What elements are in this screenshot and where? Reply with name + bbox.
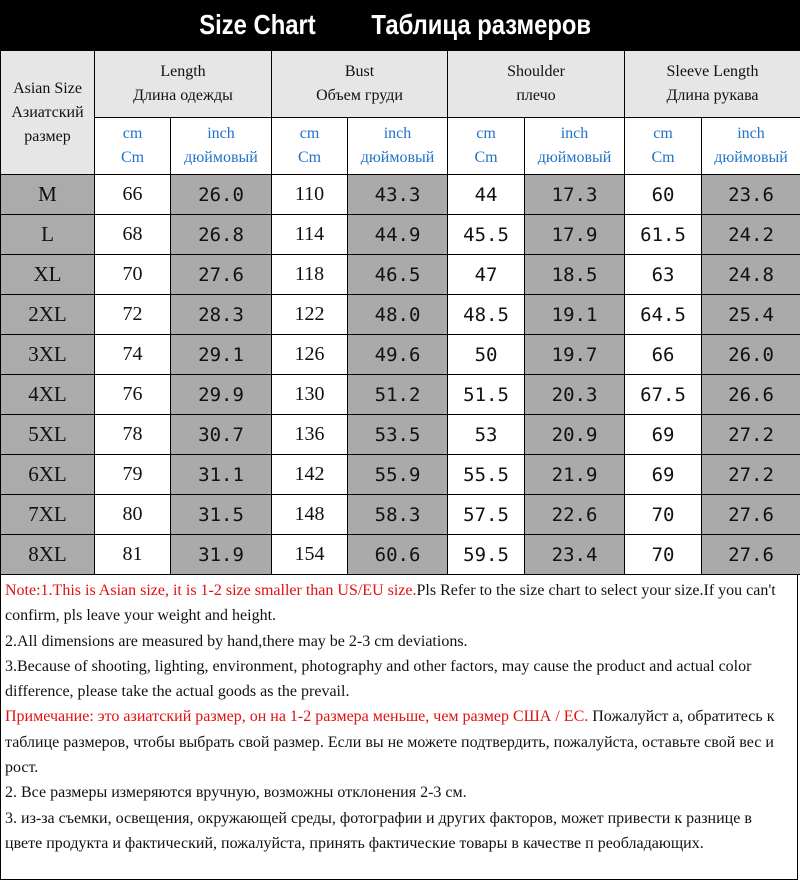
unit-cm-line-2: Cm (651, 149, 675, 166)
unit-inch-header (525, 118, 625, 175)
group-label-en: Length (160, 63, 206, 80)
group-header-sleeve-length (625, 51, 800, 118)
corner-header (1, 51, 95, 175)
measure-cell-len-cm: 78 (95, 415, 171, 455)
measure-cell-sl-in: 27.2 (702, 455, 800, 495)
measure-cell-len-in: 31.9 (171, 535, 272, 575)
measure-cell-sl-cm: 64.5 (625, 295, 702, 335)
unit-cm-line-1: cm (476, 125, 496, 142)
unit-inch-line-1: inch (737, 125, 765, 142)
measure-cell-sh-in: 18.5 (525, 255, 625, 295)
measure-cell-len-cm: 72 (95, 295, 171, 335)
unit-inch-line-1: inch (560, 125, 589, 142)
measure-cell-len-cm: 80 (95, 495, 171, 535)
measure-cell-len-in: 26.8 (171, 215, 272, 255)
note-en-1 (5, 578, 793, 629)
unit-cm-line-1: cm (299, 125, 320, 142)
measure-cell-sl-in: 24.8 (702, 255, 800, 295)
measure-cell-sl-cm: 70 (625, 495, 702, 535)
title-bar (0, 0, 800, 50)
measure-cell-sl-cm: 63 (625, 255, 702, 295)
measure-cell-sh-cm: 50 (448, 335, 525, 375)
note-ru-1 (5, 704, 793, 780)
measure-cell-len-in: 31.1 (171, 455, 272, 495)
measure-cell-bust-cm: 114 (272, 215, 348, 255)
unit-inch-line-2: дюймовый (184, 149, 258, 166)
measure-cell-len-in: 27.6 (171, 255, 272, 295)
size-label-cell: 8XL (1, 535, 95, 575)
measure-cell-sl-in: 25.4 (702, 295, 800, 335)
group-header-length (95, 51, 272, 118)
group-label-en: Sleeve Length (666, 63, 759, 80)
title-english: Size Chart (199, 9, 316, 40)
measure-cell-bust-cm: 136 (272, 415, 348, 455)
measure-cell-len-cm: 76 (95, 375, 171, 415)
measure-cell-sh-cm: 57.5 (448, 495, 525, 535)
table-row (1, 335, 800, 375)
unit-cm-header (272, 118, 348, 175)
measure-cell-sl-in: 27.2 (702, 415, 800, 455)
size-label-cell: XL (1, 255, 95, 295)
measure-cell-len-cm: 79 (95, 455, 171, 495)
table-row (1, 215, 800, 255)
measure-cell-len-in: 29.1 (171, 335, 272, 375)
measure-cell-len-cm: 68 (95, 215, 171, 255)
measure-cell-bust-cm: 110 (272, 175, 348, 215)
measure-cell-bust-cm: 126 (272, 335, 348, 375)
unit-cm-line-2: Cm (120, 149, 145, 166)
title-russian: Таблица размеров (371, 9, 592, 40)
measure-cell-sh-in: 19.1 (525, 295, 625, 335)
table-row (1, 495, 800, 535)
size-label-cell: L (1, 215, 95, 255)
measure-cell-len-cm: 81 (95, 535, 171, 575)
measure-cell-sl-cm: 69 (625, 455, 702, 495)
unit-cm-line-2: Cm (297, 149, 322, 166)
unit-cm-header (95, 118, 171, 175)
table-row (1, 295, 800, 335)
size-label-cell: 2XL (1, 295, 95, 335)
measure-cell-sl-in: 26.6 (702, 375, 800, 415)
unit-cm-line-1: cm (122, 125, 143, 142)
measure-cell-bust-in: 60.6 (348, 535, 448, 575)
measure-cell-bust-in: 48.0 (348, 295, 448, 335)
measure-cell-bust-in: 51.2 (348, 375, 448, 415)
measure-cell-len-in: 30.7 (171, 415, 272, 455)
table-row (1, 375, 800, 415)
measure-cell-sh-cm: 55.5 (448, 455, 525, 495)
corner-line-1: Asian Size (13, 79, 82, 97)
unit-inch-header (348, 118, 448, 175)
size-label-cell: 3XL (1, 335, 95, 375)
size-label-cell: M (1, 175, 95, 215)
measure-cell-bust-cm: 118 (272, 255, 348, 295)
measure-cell-bust-in: 43.3 (348, 175, 448, 215)
size-label-cell: 7XL (1, 495, 95, 535)
size-label-cell: 5XL (1, 415, 95, 455)
measure-cell-sh-in: 21.9 (525, 455, 625, 495)
measure-cell-sh-in: 17.9 (525, 215, 625, 255)
group-header-shoulder (448, 51, 625, 118)
note-en-1-rest: Pls Refer to the size chart to select your size.If you can't confirm, pls leave your weight and height. (5, 582, 776, 625)
unit-inch-line-2: дюймовый (360, 149, 435, 166)
unit-inch-header (702, 118, 800, 175)
measure-cell-bust-in: 55.9 (348, 455, 448, 495)
note-en-1-warning: Note:1.This is Asian size, it is 1-2 size smaller than US/EU size. (5, 582, 417, 599)
group-label-ru: Длина одежды (133, 87, 233, 104)
measure-cell-sh-cm: 47 (448, 255, 525, 295)
measure-cell-sl-in: 27.6 (702, 535, 800, 575)
table-row (1, 535, 800, 575)
measure-cell-bust-cm: 154 (272, 535, 348, 575)
note-en-2: 2.All dimensions are measured by hand,there may be 2-3 cm deviations. (5, 632, 468, 650)
measure-cell-sl-cm: 60 (625, 175, 702, 215)
group-label-en: Bust (344, 63, 375, 80)
measure-cell-sl-in: 23.6 (702, 175, 800, 215)
measure-cell-sh-in: 20.9 (525, 415, 625, 455)
note-en-3: 3.Because of shooting, lighting, environment, photography and other factors, may cause the product and actual color difference, please take the actual goods as the prevail. (5, 657, 752, 701)
measure-cell-len-in: 31.5 (171, 495, 272, 535)
corner-line-2: Азиатский (11, 103, 84, 121)
measure-cell-sh-in: 23.4 (525, 535, 625, 575)
notes-box (0, 574, 798, 880)
group-label-en: Shoulder (507, 63, 565, 80)
measure-cell-len-in: 29.9 (171, 375, 272, 415)
note-ru-2: 2. Все размеры измеряются вручную, возможны отклонения 2-3 см. (5, 784, 467, 802)
note-ru-1-warning: Примечание: это азиатский размер, он на 1-2 размера меньше, чем размер США / ЕС. (5, 708, 589, 726)
measure-cell-sl-cm: 70 (625, 535, 702, 575)
size-label-cell: 6XL (1, 455, 95, 495)
unit-cm-header (625, 118, 702, 175)
measure-cell-sh-cm: 51.5 (448, 375, 525, 415)
note-ru-3: 3. из-за съемки, освещения, окружающей среды, фотографии и других факторов, может привести к разнице в цвете продукта и фактический, пожалуйста, принять фактические товары в качестве п реобладающих. (5, 809, 752, 852)
table-row (1, 255, 800, 295)
unit-cm-line-1: cm (653, 125, 673, 142)
measure-cell-sl-cm: 61.5 (625, 215, 702, 255)
unit-cm-line-2: Cm (474, 149, 498, 166)
measure-cell-bust-cm: 122 (272, 295, 348, 335)
measure-cell-sh-cm: 48.5 (448, 295, 525, 335)
measure-cell-bust-cm: 130 (272, 375, 348, 415)
measure-cell-sl-cm: 67.5 (625, 375, 702, 415)
measure-cell-sh-in: 19.7 (525, 335, 625, 375)
measure-cell-sh-in: 22.6 (525, 495, 625, 535)
group-label-ru: Длина рукава (666, 87, 759, 104)
table-row (1, 415, 800, 455)
size-table (0, 50, 800, 575)
measure-cell-len-in: 26.0 (171, 175, 272, 215)
measure-cell-sh-cm: 53 (448, 415, 525, 455)
unit-inch-line-1: inch (383, 125, 412, 142)
measure-cell-sl-cm: 69 (625, 415, 702, 455)
measure-cell-sh-cm: 45.5 (448, 215, 525, 255)
unit-cm-header (448, 118, 525, 175)
measure-cell-bust-in: 53.5 (348, 415, 448, 455)
measure-cell-len-in: 28.3 (171, 295, 272, 335)
measure-cell-bust-cm: 142 (272, 455, 348, 495)
measure-cell-bust-in: 44.9 (348, 215, 448, 255)
measure-cell-sh-cm: 44 (448, 175, 525, 215)
measure-cell-bust-in: 58.3 (348, 495, 448, 535)
measure-cell-bust-in: 46.5 (348, 255, 448, 295)
measure-cell-sl-in: 24.2 (702, 215, 800, 255)
unit-inch-header (171, 118, 272, 175)
measure-cell-bust-in: 49.6 (348, 335, 448, 375)
measure-cell-sh-in: 17.3 (525, 175, 625, 215)
measure-cell-len-cm: 70 (95, 255, 171, 295)
note-ru-1-rest: Пожалуйст а, обратитесь к таблице размеров, чтобы выбрать свой размер. Если вы не можете подтвердить, пожалуйста, оставьте свой вес и рост. (5, 708, 775, 777)
unit-inch-line-1: inch (207, 125, 235, 142)
measure-cell-bust-cm: 148 (272, 495, 348, 535)
table-row (1, 175, 800, 215)
measure-cell-len-cm: 66 (95, 175, 171, 215)
size-rows (1, 175, 800, 575)
unit-inch-line-2: дюймовый (714, 149, 788, 166)
measure-cell-sl-in: 27.6 (702, 495, 800, 535)
measure-cell-sl-cm: 66 (625, 335, 702, 375)
group-header-bust (272, 51, 448, 118)
measure-cell-sh-in: 20.3 (525, 375, 625, 415)
size-label-cell: 4XL (1, 375, 95, 415)
group-label-ru: Объем груди (316, 87, 403, 104)
measure-cell-sh-cm: 59.5 (448, 535, 525, 575)
group-label-ru: плечо (516, 87, 556, 104)
measure-cell-sl-in: 26.0 (702, 335, 800, 375)
measure-cell-len-cm: 74 (95, 335, 171, 375)
unit-inch-line-2: дюймовый (537, 149, 612, 166)
corner-line-3: размер (24, 127, 71, 145)
table-row (1, 455, 800, 495)
